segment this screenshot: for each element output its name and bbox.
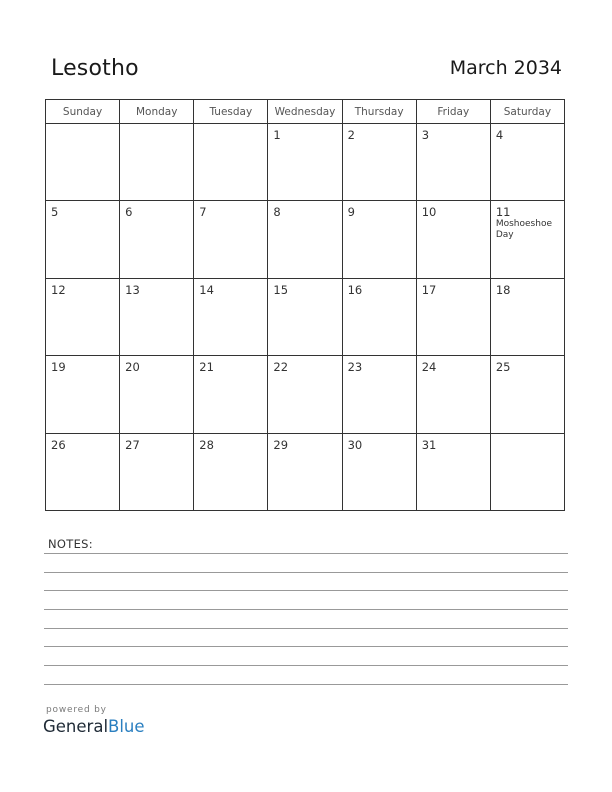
weekday-sunday: Sunday [46,100,120,124]
day-number: 1 [273,128,281,142]
day-cell [46,356,120,433]
day-number: 9 [347,205,355,220]
day-cell [416,433,490,510]
day-cell [194,356,268,433]
day-number: 5 [51,205,59,220]
generalblue-logo [43,717,145,736]
day-number: 3 [421,128,430,142]
day-number: 27 [125,437,140,452]
day-number [491,434,564,438]
day-number: 25 [495,360,511,375]
day-number: 4 [495,128,504,142]
day-cell [342,433,416,510]
day-cell [416,124,490,201]
day-cell [120,356,194,433]
notes-line [44,646,568,647]
day-number [46,124,119,128]
day-cell [490,356,564,433]
powered-by-text: powered by [46,705,107,715]
day-cell [194,278,268,355]
day-cell [490,433,564,510]
weekday-thursday: Thursday [342,100,416,124]
weekday-monday: Monday [120,100,194,124]
day-cell [46,201,120,278]
weekday-header-row [46,100,565,124]
day-number: 10 [421,205,437,220]
day-cell [268,201,342,278]
week-row [46,201,565,278]
logo-text-general: General [43,717,109,736]
day-cell [268,124,342,201]
day-number: 23 [347,360,363,375]
day-number: 2 [347,128,355,142]
day-number: 28 [199,437,214,452]
day-cell [342,124,416,201]
day-number: 16 [347,282,363,297]
day-number: 24 [421,360,437,375]
day-number: 15 [273,282,289,297]
day-cell [194,124,268,201]
weekday-saturday: Saturday [490,100,564,124]
day-number: 20 [125,360,140,375]
day-number: 13 [125,282,140,297]
notes-line [44,628,568,629]
notes-label: NOTES: [48,537,93,551]
week-row [46,278,565,355]
day-number: 30 [347,437,363,452]
day-cell [416,278,490,355]
day-cell [416,356,490,433]
notes-line [44,609,568,610]
day-cell [490,278,564,355]
day-number: 31 [421,437,437,452]
day-cell [46,433,120,510]
day-number: 22 [273,360,289,375]
country-title: Lesotho [51,56,139,81]
week-row [46,356,565,433]
day-number [120,124,193,128]
day-cell-holiday [490,201,564,278]
notes-line [44,684,568,685]
day-cell [342,201,416,278]
day-number: 8 [273,205,281,220]
day-number: 14 [199,282,214,297]
day-number: 26 [51,437,66,452]
week-row [46,433,565,510]
day-cell [194,201,268,278]
weekday-wednesday: Wednesday [268,100,342,124]
day-number: 11 [495,205,511,220]
day-cell [120,278,194,355]
weekday-friday: Friday [416,100,490,124]
day-number: 12 [51,282,66,297]
day-cell [342,278,416,355]
day-cell [342,356,416,433]
calendar-grid [45,99,565,511]
notes-line [44,590,568,591]
day-cell [120,124,194,201]
day-number: 6 [125,205,133,220]
logo-text-blue: Blue [108,717,145,736]
day-cell [46,124,120,201]
notes-line [44,553,568,554]
day-cell [416,201,490,278]
day-number: 17 [421,282,437,297]
day-cell [268,356,342,433]
day-cell [46,278,120,355]
day-number: 19 [51,360,66,375]
week-row [46,124,565,201]
day-number: 18 [495,282,511,297]
month-year-title: March 2034 [449,57,562,79]
day-cell [268,433,342,510]
day-cell [120,201,194,278]
weekday-tuesday: Tuesday [194,100,268,124]
day-cell [194,433,268,510]
day-number: 7 [199,205,207,220]
day-cell [490,124,564,201]
day-number [194,124,267,128]
day-number: 29 [273,437,289,452]
holiday-label: Moshoeshoe Day [495,219,552,241]
notes-line [44,572,568,573]
day-cell [120,433,194,510]
day-number: 21 [199,360,214,375]
notes-line [44,665,568,666]
day-cell [268,278,342,355]
